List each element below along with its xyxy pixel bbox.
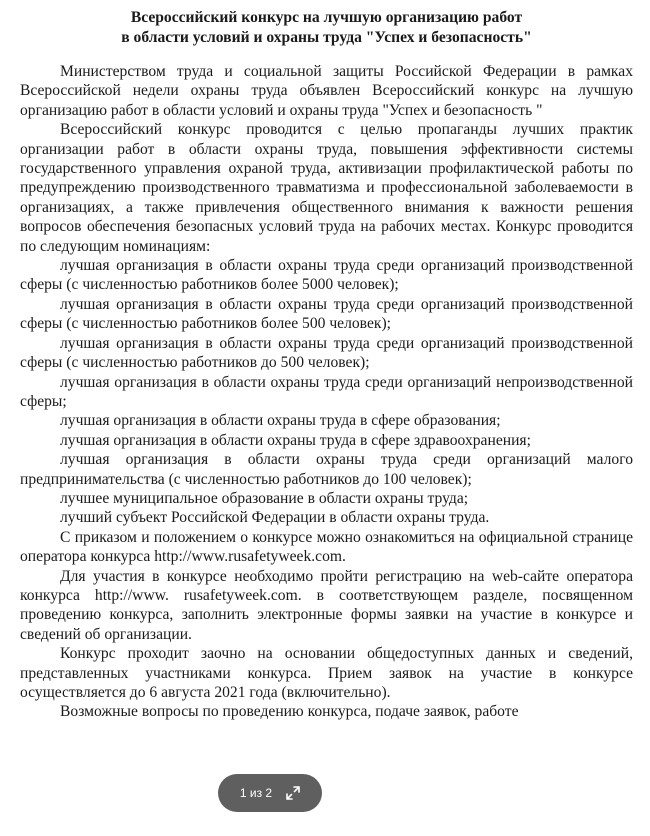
nomination-item: лучшая организация в области охраны труда в сфере образования; — [60, 412, 501, 430]
nomination-item: лучшая организация в области охраны труда среди организаций непроизводственной сферы; — [20, 373, 633, 410]
nomination-item: лучшая организация в области охраны труда среди организаций производственной сферы (с численностью работников до 500 человек); — [20, 334, 633, 372]
nomination-item: лучший субъект Российской Федерации в области охраны труда. — [60, 509, 490, 527]
page-indicator: 1 из 2 — [239, 786, 273, 800]
title-line-1: Всероссийский конкурс на лучшую организацию работ — [130, 9, 523, 26]
nomination-item: лучшая организация в области охраны труда среди организаций производственной сферы (с численностью работников более 5000 человек); — [20, 257, 633, 294]
paragraph-questions: Возможные вопросы по проведению конкурса, подаче заявок, работе — [60, 703, 519, 721]
title-line-2: в области условий и охраны труда "Успех и безопасность" — [121, 29, 532, 46]
paragraph-purpose: Всероссийский конкурс проводится с целью пропаганды лучших практик организации работ в области охраны труда, повышения эффективности системы государственного управления охраной труда, активизации профилактической работы по предупреждению производственного травматизма и профессиональной заболеваемости в организациях, а также привлечения общественного внимания к важности решения вопросов обеспечения безопасных условий труда на рабочих местах. Конкурс проводится по следующим номинациям: — [20, 121, 633, 255]
document-title — [20, 8, 633, 48]
document-page — [20, 0, 633, 836]
nomination-item: лучшая организация в области охраны труда в сфере здравоохранения; — [60, 431, 531, 449]
paragraph-order-info: С приказом и положением о конкурсе можно ознакомиться на официальной странице оператора конкурса http://www.rusafetyweek.com. — [20, 528, 633, 566]
paragraph-intro: Министерством труда и социальной защиты Российской Федерации в рамках Всероссийской недели охраны труда объявлен Всероссийский конкурс на лучшую организацию работ в области условий и охраны труда "Успех и безопасность " — [20, 63, 633, 119]
nomination-item: лучшая организация в области охраны труда среди организаций малого предпринимательства (с численностью работников до 100 человек); — [20, 451, 633, 488]
nomination-item: лучшая организация в области охраны труда среди организаций производственной сферы (с численностью работников более 500 человек); — [20, 295, 633, 333]
expand-arrows-icon[interactable] — [286, 786, 300, 800]
nomination-item: лучшее муниципальное образование в области охраны труда; — [60, 489, 469, 507]
paragraph-registration: Для участия в конкурсе необходимо пройти регистрацию на web-сайте оператора конкурса http://www. rusafetyweek.com. в соответствующем разделе, посвященном проведению конкурса, заполнить электронные формы заявки на участие в конкурсе и сведений об организации. — [20, 567, 633, 643]
document-body — [20, 62, 633, 722]
paragraph-deadline: Конкурс проходит заочно на основании общедоступных данных и сведений, представленных участниками конкурса. Прием заявок на участие в конкурсе осуществляется до 6 августа 2021 года (включительно). — [20, 645, 633, 701]
page-navigator[interactable] — [218, 774, 322, 812]
